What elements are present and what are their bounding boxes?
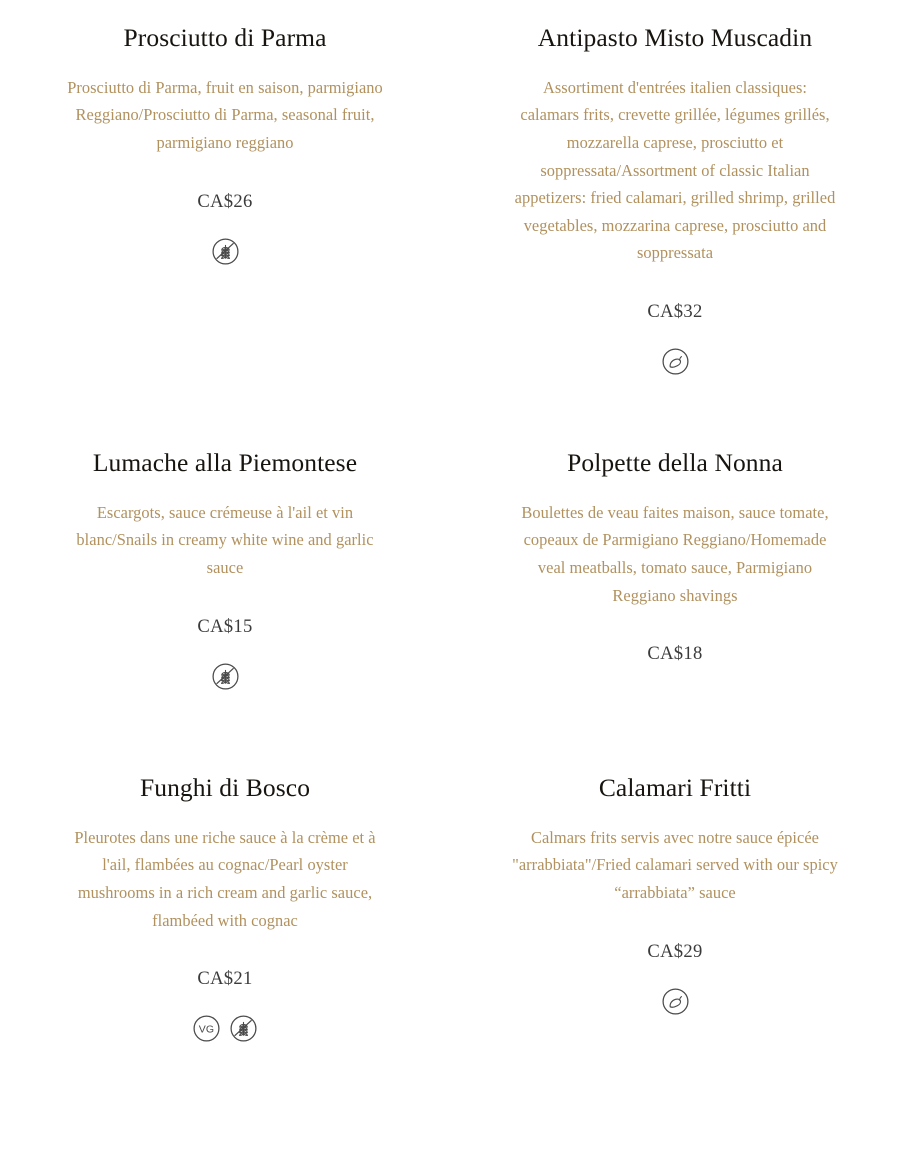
- menu-item-title: Polpette della Nonna: [567, 448, 783, 477]
- gluten-free-icon: [229, 1014, 258, 1043]
- menu-item[interactable]: [450, 22, 900, 447]
- menu-item[interactable]: [0, 447, 450, 772]
- spicy-icon: [661, 347, 690, 376]
- menu-item-title: Funghi di Bosco: [139, 773, 311, 802]
- menu-item[interactable]: [0, 22, 450, 447]
- menu-item-price: CA$32: [647, 300, 703, 322]
- menu-item-description: Assortiment d'entrées italien classiques: calamars frits, crevette grillée, légumes grillés, mozzarella caprese, prosciutto et soppressata/Assortment of classic Italian appetizers: fried calamari, grilled shrimp, grilled vegetables, mozzarina caprese, prosciutto and soppressata: [514, 77, 836, 263]
- menu-item-title: Lumache alla Piemontese: [92, 448, 358, 477]
- gluten-free-icon: [211, 237, 240, 266]
- menu-item-price: CA$18: [647, 643, 703, 665]
- menu-item-description: Prosciutto di Parma, fruit en saison, parmigiano Reggiano/Prosciutto di Parma, seasonal fruit, parmigiano reggiano: [67, 77, 383, 152]
- menu-item[interactable]: [450, 772, 900, 1072]
- menu-item[interactable]: [450, 447, 900, 772]
- menu-item-price: CA$26: [197, 190, 253, 212]
- menu-item-badges: [211, 662, 240, 691]
- menu-item-description: Pleurotes dans une riche sauce à la crème et à l'ail, flambées au cognac/Pearl oyster mushrooms in a rich cream and garlic sauce, flambéed with cognac: [74, 827, 376, 930]
- menu-item-title: Prosciutto di Parma: [123, 23, 327, 52]
- menu-item-badges: [192, 1014, 258, 1043]
- menu-item-description: Calmars frits servis avec notre sauce épicée "arrabbiata"/Fried calamari served with our spicy “arrabbiata” sauce: [512, 827, 838, 902]
- menu-item-description: Boulettes de veau faites maison, sauce tomate, copeaux de Parmigiano Reggiano/Homemade veal meatballs, tomato sauce, Parmigiano Reggiano shavings: [521, 502, 829, 605]
- menu-item-title: Antipasto Misto Muscadin: [537, 23, 813, 52]
- menu-item[interactable]: [0, 772, 450, 1072]
- vegetarian-icon: [192, 1014, 221, 1043]
- spicy-icon: [661, 987, 690, 1016]
- gluten-free-icon: [211, 662, 240, 691]
- menu-item-price: CA$15: [197, 615, 253, 637]
- menu-item-price: CA$21: [197, 968, 253, 990]
- menu-item-badges: [661, 347, 690, 376]
- menu-item-badges: [661, 987, 690, 1016]
- svg-text:VG: VG: [198, 1023, 215, 1036]
- menu-item-price: CA$29: [647, 940, 703, 962]
- menu-item-description: Escargots, sauce crémeuse à l'ail et vin blanc/Snails in creamy white wine and garlic sauce: [76, 502, 374, 577]
- menu-item-badges: [211, 237, 240, 266]
- menu-item-title: Calamari Fritti: [598, 773, 752, 802]
